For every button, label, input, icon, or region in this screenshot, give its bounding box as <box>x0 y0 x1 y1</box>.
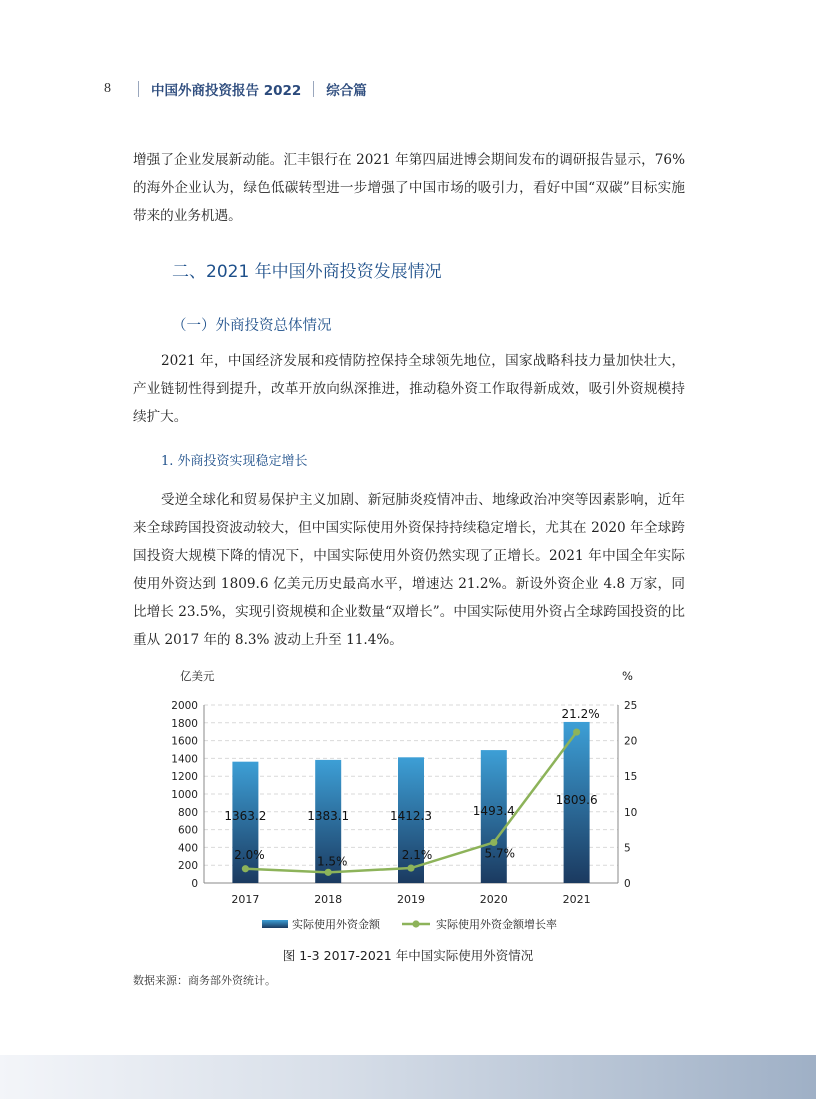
data-source: 数据来源：商务部外资统计。 <box>133 974 276 987</box>
legend-bar-label: 实际使用外资金额 <box>292 918 380 931</box>
legend-line-marker <box>412 920 419 927</box>
x-tick-label: 2017 <box>231 893 260 906</box>
growth-value-label: 2.0% <box>234 847 265 862</box>
y-right-axis-label: % <box>622 669 633 683</box>
page-number: 8 <box>104 81 111 96</box>
growth-point-2021 <box>573 728 580 735</box>
bar-value-label: 1493.4 <box>472 804 515 818</box>
bar-value-label: 1363.2 <box>224 809 267 823</box>
x-tick-label: 2021 <box>562 893 591 906</box>
y-left-tick-label: 400 <box>177 842 198 855</box>
x-tick-label: 2019 <box>397 893 425 906</box>
y-left-tick-label: 0 <box>191 878 198 890</box>
section-heading: 二、2021 年中国外商投资发展情况 <box>172 262 442 282</box>
legend-line-label: 实际使用外资金额增长率 <box>436 918 557 931</box>
y-right-tick-label: 0 <box>624 878 631 890</box>
intro-paragraph: 增强了企业发展新动能。汇丰银行在 2021 年第四届进博会期间发布的调研报告显示，76% 的海外企业认为，绿色低碳转型进一步增强了中国市场的吸引力，看好中国“双碳”目标实施带来的业务机遇。 <box>133 152 685 224</box>
y-right-tick-label: 15 <box>624 771 638 784</box>
y-left-tick-label: 800 <box>177 806 198 819</box>
x-tick-label: 2018 <box>314 893 343 906</box>
overview-paragraph: 2021 年，中国经济发展和疫情防控保持全球领先地位，国家战略科技力量加快壮大，产业链韧性得到提升，改革开放向纵深推进，推动稳外资工作取得新成效，吸引外资规模持续扩大。 <box>133 353 685 425</box>
header-divider <box>138 81 139 97</box>
y-left-tick-label: 1600 <box>171 735 198 748</box>
report-title: 中国外商投资报告 2022 <box>151 83 302 99</box>
bar-value-label: 1383.1 <box>307 809 350 823</box>
growth-value-label: 21.2% <box>561 707 600 722</box>
section-name: 综合篇 <box>326 83 367 99</box>
footer-band <box>0 1055 816 1099</box>
y-right-tick-label: 20 <box>624 735 638 748</box>
growth-value-label: 1.5% <box>316 854 348 869</box>
y-left-tick-label: 600 <box>177 824 198 837</box>
growth-point-2018 <box>325 869 332 876</box>
y-right-tick-label: 25 <box>624 700 638 712</box>
growth-paragraph: 受逆全球化和贸易保护主义加剧、新冠肺炎疫情冲击、地缘政治冲突等因素影响，近年来全球跨国投资波动较大，但中国实际使用外资保持持续稳定增长，尤其在 2020 年全球跨国投资大规模下降的情况下，中国实际使用外资仍然实现了正增长。2021 年中国全年实际使用外资达到 1809.6 亿美元历史最高水平，增速达 21.2%。新设外资企业 4.8 万家，同比增长 23.5%，实现引资规模和企业数量“双增长”。中国实际使用外资占全球跨国投资的比重从 2017 年的 8.3% 波动上升至 11.4%。 <box>133 492 685 648</box>
page-header <box>104 78 367 100</box>
x-tick-label: 2020 <box>479 893 508 906</box>
figure-caption: 图 1-3 2017-2021 年中国实际使用外资情况 <box>282 948 534 963</box>
y-left-tick-label: 200 <box>177 860 198 873</box>
bar-value-label: 1809.6 <box>555 793 598 807</box>
header-divider <box>313 81 314 97</box>
y-left-tick-label: 1400 <box>171 753 198 766</box>
y-left-tick-label: 1000 <box>171 789 198 801</box>
y-right-tick-label: 5 <box>624 842 631 855</box>
y-left-tick-label: 1200 <box>171 771 198 784</box>
y-left-tick-label: 2000 <box>171 700 198 712</box>
growth-value-label: 5.7% <box>484 846 516 861</box>
fdi-chart <box>150 660 650 940</box>
y-left-axis-label: 亿美元 <box>180 669 215 683</box>
growth-point-2020 <box>490 839 497 846</box>
bar-value-label: 1412.3 <box>390 809 432 823</box>
growth-value-label: 2.1% <box>401 848 433 863</box>
growth-point-2019 <box>407 864 414 871</box>
y-left-tick-label: 1800 <box>171 717 198 730</box>
growth-point-2017 <box>242 865 249 872</box>
legend-bar-swatch <box>262 920 288 928</box>
subsection-heading: （一）外商投资总体情况 <box>172 318 332 334</box>
y-right-tick-label: 10 <box>624 806 638 819</box>
topic-heading: 1. 外商投资实现稳定增长 <box>161 454 308 469</box>
